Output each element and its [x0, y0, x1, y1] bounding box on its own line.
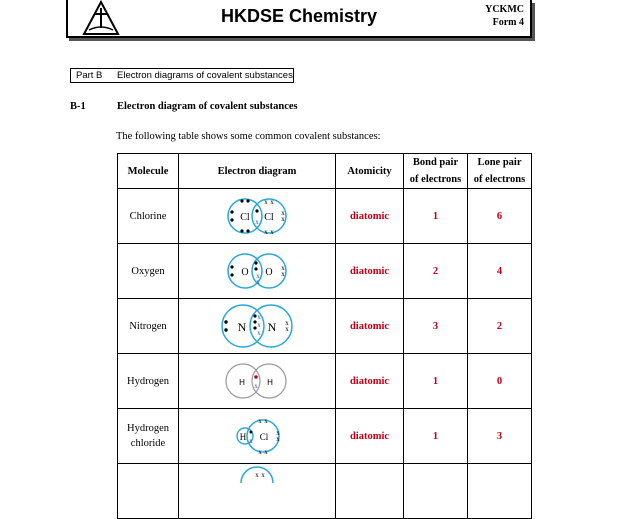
bond-pair-header-line1: Bond pair — [412, 157, 459, 168]
col-header-atomicity: Atomicity — [336, 154, 404, 189]
bond-pair-value: 1 — [404, 354, 468, 409]
table-row — [118, 244, 532, 299]
svg-text:x: x — [264, 448, 268, 456]
table-row — [118, 354, 532, 409]
school-code: YCKMC — [485, 4, 524, 15]
lone-pair-header-line2: of electrons — [473, 174, 526, 185]
atom-symbol-right: Cl — [259, 432, 269, 442]
svg-text:x: x — [258, 417, 262, 425]
svg-text:x: x — [270, 228, 274, 236]
hydrogen-electron-diagram — [179, 355, 335, 407]
svg-text:x: x — [285, 319, 289, 327]
atom-symbol-left: H — [239, 432, 247, 442]
svg-text:x: x — [256, 272, 260, 280]
part-heading-box — [70, 68, 294, 83]
table-header-row — [118, 154, 532, 189]
electron-diagram-cell — [179, 244, 336, 299]
molecule-name: Oxygen — [118, 244, 179, 299]
atomicity-value: diatomic — [336, 354, 404, 409]
bond-pair-value: 1 — [404, 189, 468, 244]
col-header-lone-pair — [468, 154, 532, 189]
bond-pair-value — [404, 464, 468, 519]
lone-pair-value: 3 — [468, 409, 532, 464]
col-header-molecule: Molecule — [118, 154, 179, 189]
svg-text:x: x — [270, 198, 274, 206]
page-header — [66, 0, 532, 38]
atom-symbol-right: Cl — [264, 212, 274, 223]
svg-text:x: x — [257, 313, 261, 321]
molecule-name-line2: chloride — [130, 438, 166, 449]
oxygen-electron-diagram — [179, 245, 335, 297]
partial-electron-diagram — [179, 465, 335, 517]
molecule-name: Nitrogen — [118, 299, 179, 354]
atom-symbol-left: O — [241, 267, 249, 278]
header-title: HKDSE Chemistry — [220, 6, 378, 26]
molecule-name: Hydrogen — [118, 354, 179, 409]
lone-pair-header-line1: Lone pair — [477, 157, 522, 168]
molecule-name — [118, 464, 179, 519]
svg-text:x: x — [264, 198, 268, 206]
electron-diagram-cell — [179, 354, 336, 409]
col-header-diagram: Electron diagram — [179, 154, 336, 189]
covalent-substances-table — [117, 153, 532, 519]
molecule-name-line1: Hydrogen — [127, 423, 169, 434]
svg-text:x: x — [285, 325, 289, 333]
atom-symbol-right: O — [265, 267, 273, 278]
lone-pair-value: 6 — [468, 189, 532, 244]
atomicity-value: diatomic — [336, 409, 404, 464]
lone-pair-value: 4 — [468, 244, 532, 299]
svg-text:x: x — [258, 448, 262, 456]
part-label: Part B — [76, 70, 103, 81]
lone-pair-value: 2 — [468, 299, 532, 354]
svg-text:x: x — [276, 429, 280, 437]
nitrogen-electron-diagram — [179, 300, 335, 352]
atom-symbol-right: N — [267, 320, 277, 334]
atom-symbol-right: H — [267, 378, 273, 387]
lone-pair-value: 0 — [468, 354, 532, 409]
svg-text:x: x — [264, 417, 268, 425]
svg-text:x: x — [276, 435, 280, 443]
molecule-name — [118, 409, 179, 464]
svg-text:x: x — [281, 209, 285, 217]
svg-text:x: x — [249, 437, 253, 445]
table-row — [118, 189, 532, 244]
atom-symbol-left: Cl — [240, 212, 250, 223]
electron-diagram-cell — [179, 189, 336, 244]
molecule-name: Chlorine — [118, 189, 179, 244]
svg-text:x: x — [264, 228, 268, 236]
electron-diagram-cell — [179, 464, 336, 519]
atomicity-value: diatomic — [336, 189, 404, 244]
header-class-info — [485, 3, 524, 29]
svg-text:x: x — [255, 218, 259, 226]
svg-text:x: x — [255, 471, 259, 479]
hydrogen-chloride-electron-diagram — [179, 410, 335, 462]
bond-pair-header-line2: of electrons — [409, 174, 462, 185]
svg-text:x: x — [281, 270, 285, 278]
atomicity-value — [336, 464, 404, 519]
electron-diagram-cell — [179, 299, 336, 354]
bond-pair-value: 3 — [404, 299, 468, 354]
form-level: Form 4 — [492, 17, 524, 28]
bond-pair-value: 1 — [404, 409, 468, 464]
svg-text:x: x — [254, 382, 258, 390]
lone-pair-value — [468, 464, 532, 519]
chlorine-electron-diagram — [179, 190, 335, 242]
svg-text:x: x — [261, 471, 265, 479]
svg-text:x: x — [257, 329, 261, 337]
atomicity-value: diatomic — [336, 244, 404, 299]
section-number: B-1 — [70, 101, 86, 112]
part-title: Electron diagrams of covalent substances — [117, 70, 293, 81]
electron-diagram-cell — [179, 409, 336, 464]
col-header-bond-pair — [404, 154, 468, 189]
svg-text:x: x — [281, 215, 285, 223]
svg-text:x: x — [257, 321, 261, 329]
bond-pair-value: 2 — [404, 244, 468, 299]
table-row — [118, 299, 532, 354]
atomicity-value: diatomic — [336, 299, 404, 354]
section-title: Electron diagram of covalent substances — [117, 101, 298, 112]
table-row — [118, 464, 532, 519]
svg-text:x: x — [256, 278, 260, 286]
svg-text:x: x — [281, 264, 285, 272]
intro-text: The following table shows some common covalent substances: — [116, 131, 381, 142]
atom-symbol-left: N — [237, 320, 247, 334]
table-row — [118, 409, 532, 464]
atom-symbol-left: H — [239, 378, 245, 387]
